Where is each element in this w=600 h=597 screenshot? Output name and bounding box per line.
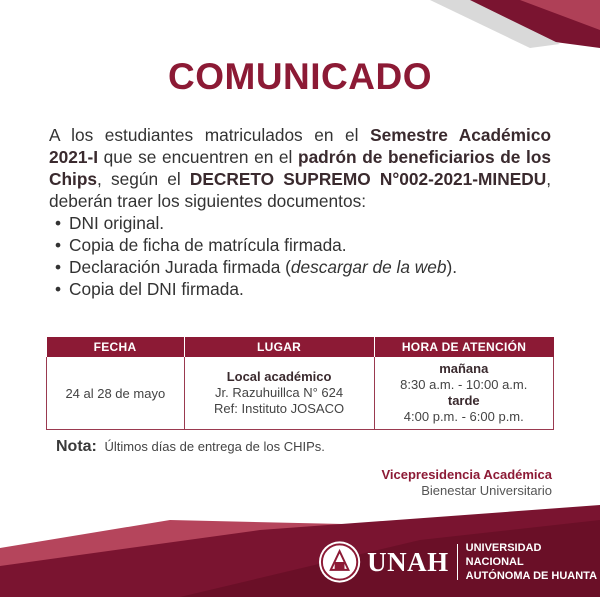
signature-subtitle: Bienestar Universitario [421,483,552,498]
header-fecha: FECHA [47,337,185,357]
list-item-text-end: ). [446,257,458,277]
list-item: • Copia de ficha de matrícula firmada. [49,234,551,256]
list-item-text: Declaración Jurada firmada ( [69,257,291,277]
place-title: Local académico [226,369,332,384]
cell-lugar [184,357,374,430]
university-name [466,541,600,583]
signature-block [381,466,552,499]
morning-label: mañana [439,361,489,376]
list-item: • Copia del DNI firmada. [49,278,551,300]
header-hora: HORA DE ATENCIÓN [374,337,553,357]
cell-hora [374,357,553,430]
header-lugar: LUGAR [184,337,374,357]
cell-fecha: 24 al 28 de mayo [47,357,185,430]
university-name-line2: AUTÓNOMA DE HUANTA [465,570,598,582]
university-logo [318,539,600,585]
intro-text-4: , deberán traer los siguientes documentos: [49,169,552,211]
table-row [47,357,554,430]
intro-text: A los estudiantes matriculados en el [49,125,371,145]
note-label: Nota: [56,438,97,455]
place-reference: Ref: Instituto JOSACO [214,401,345,416]
announcement-body [49,124,551,300]
university-seal-icon [318,540,361,584]
download-link[interactable]: descargar de la web [290,257,447,277]
intro-text-2: que se encuentren en el [98,147,299,167]
unah-acronym: UNAH [367,546,449,577]
university-name-line1: UNIVERSIDAD NACIONAL [465,542,542,568]
beneficiaries-text: padrón de beneficiarios de los Chips [49,147,551,189]
note-text: Últimos días de entrega de los CHIPs. [104,439,325,454]
decree-text: DECRETO SUPREMO N°002-2021-MINEDU [189,169,547,189]
signature-title: Vicepresidencia Académica [381,467,552,482]
note [56,438,325,456]
page-title: COMUNICADO [168,56,432,97]
afternoon-time: 4:00 p.m. - 6:00 p.m. [403,409,524,424]
documents-list [49,212,551,300]
list-item: • DNI original. [49,212,551,234]
morning-time: 8:30 a.m. - 10:00 a.m. [400,377,528,392]
afternoon-label: tarde [447,393,480,408]
place-address: Jr. Razuhuillca N° 624 [215,385,344,400]
schedule-table [46,337,554,430]
intro-text-3: , según el [97,169,190,189]
semester-text: Semestre Académico 2021-I [49,125,552,167]
logo-divider [457,544,458,580]
list-item [49,256,551,278]
